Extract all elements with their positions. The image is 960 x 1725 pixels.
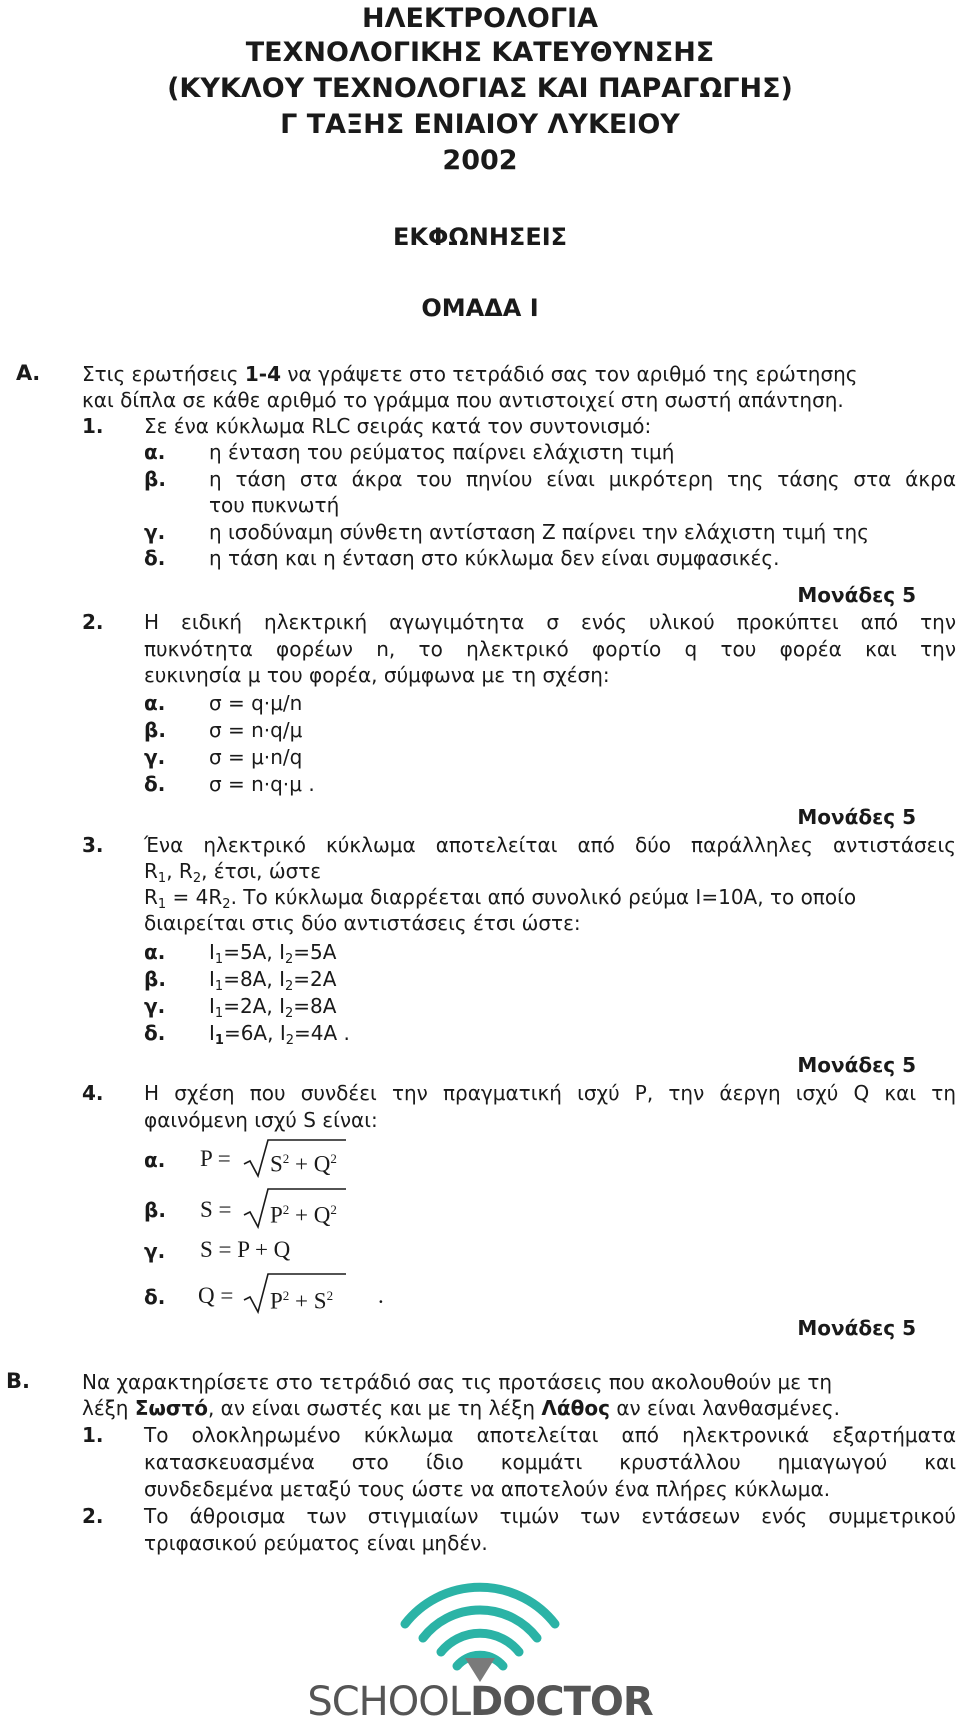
section-a-letter: Α. xyxy=(16,361,41,385)
q1-option-c-label: γ. xyxy=(144,520,166,544)
question-3-number: 3. xyxy=(82,833,104,857)
q4-option-d-label: δ. xyxy=(144,1285,166,1309)
title-line-2: ΤΕΧΝΟΛΟΓΙΚΗΣ ΚΑΤΕΥΘΥΝΣΗΣ xyxy=(245,37,715,68)
q1-option-b: η τάση στα άκρα του πηνίου είναι μικρότερη της τάσης στα άκρα xyxy=(209,467,956,491)
q1-option-d-label: δ. xyxy=(144,546,166,570)
q4-option-c: S = P + Q xyxy=(200,1237,291,1262)
statement-2-line-2: τριφασικού ρεύματος είναι μηδέν. xyxy=(144,1531,488,1555)
q2-option-d-label: δ. xyxy=(144,772,166,796)
q4-option-b-rad: $P^2 + Q^2$ xyxy=(270,1202,337,1228)
q1-option-d: η τάση και η ένταση στο κύκλωμα δεν είναι συμφασικές. xyxy=(209,546,780,570)
statement-1-line-1: Το ολοκληρωμένο κύκλωμα αποτελείται από ηλεκτρονικά εξαρτήματα xyxy=(144,1423,956,1447)
q4-option-d-lhs: Q = xyxy=(198,1283,234,1308)
q1-points: Μονάδες 5 xyxy=(797,583,916,607)
question-2-number: 2. xyxy=(82,610,104,634)
title-line-3: (ΚΥΚΛΟΥ ΤΕΧΝΟΛΟΓΙΑΣ ΚΑΙ ΠΑΡΑΓΩΓΗΣ) xyxy=(167,73,793,104)
q3-option-d: $I_1=6A$, $I_2=4A$ . xyxy=(209,1021,350,1048)
q3-option-a: $I_1=5A$, $I_2=5A$ xyxy=(209,940,337,967)
statement-1-line-2: κατασκευασμένα στο ίδιο κομμάτι κρυστάλλου ημιαγωγού και xyxy=(144,1450,956,1474)
q3-option-b: $I_1=8A$, $I_2=2A$ xyxy=(209,967,337,994)
q4-option-a-rad: $S^2 + Q^2$ xyxy=(270,1151,337,1177)
q2-option-c: σ = μ⋅n/q xyxy=(209,745,303,769)
statement-1-line-3: συνδεδεμένα μεταξύ τους ώστε να αποτελούν ένα πλήρες κύκλωμα. xyxy=(144,1477,831,1501)
q2-option-b-label: β. xyxy=(144,718,166,742)
q4-option-d-rad: $P^2 + S^2$ xyxy=(270,1288,334,1314)
question-1-number: 1. xyxy=(82,414,104,438)
q2-option-a: σ = q⋅μ/n xyxy=(209,691,303,715)
schooldoctor-logo-text: SCHOOLDOCTOR xyxy=(307,1679,653,1725)
q1-option-a-label: α. xyxy=(144,440,166,464)
q2-points: Μονάδες 5 xyxy=(797,805,916,829)
section-a-intro-line-2: και δίπλα σε κάθε αριθμό το γράμμα που αντιστοιχεί στη σωστή απάντηση. xyxy=(82,388,844,412)
schooldoctor-logo-icon xyxy=(395,1570,565,1682)
q3-option-c: $I_1=2A$, $I_2=8A$ xyxy=(209,994,337,1021)
subtitle: ΕΚΦΩΝΗΣΕΙΣ xyxy=(392,223,568,251)
question-2-line-1: Η ειδική ηλεκτρική αγωγιμότητα σ ενός υλικού προκύπτει από την xyxy=(144,610,956,634)
section-a-intro: Στις ερωτήσεις 1-4 να γράψετε στο τετράδιό σας τον αριθμό της ερώτησης xyxy=(82,362,858,386)
question-3-line-4: διαιρείται στις δύο αντιστάσεις έτσι ώστε: xyxy=(144,911,581,935)
title-year: 2002 xyxy=(442,145,518,176)
question-4-number: 4. xyxy=(82,1081,104,1105)
question-3-line-2: $R_1$, $R_2$, έτσι, ώστε xyxy=(144,859,322,886)
q4-option-c-label: γ. xyxy=(144,1239,166,1263)
q3-points: Μονάδες 5 xyxy=(797,1053,916,1077)
q3-option-c-label: γ. xyxy=(144,994,166,1018)
q3-option-d-label: δ. xyxy=(144,1021,166,1045)
q1-option-c: η ισοδύναμη σύνθετη αντίσταση Z παίρνει την ελάχιστη τιμή της xyxy=(209,520,869,544)
statement-2-line-1: Το άθροισμα των στιγμιαίων τιμών των εντάσεων ενός συμμετρικού xyxy=(144,1504,956,1528)
q1-option-b-line-2: του πυκνωτή xyxy=(209,493,340,517)
q1-option-a: η ένταση του ρεύματος παίρνει ελάχιστη τιμή xyxy=(209,440,675,464)
section-b-intro-line-2: λέξη Σωστό, αν είναι σωστές και με τη λέξη Λάθος αν είναι λανθασμένες. xyxy=(82,1396,840,1420)
q2-option-c-label: γ. xyxy=(144,745,166,769)
q4-option-b-label: β. xyxy=(144,1198,166,1222)
q3-option-a-label: α. xyxy=(144,940,166,964)
q4-option-a-lhs: P = xyxy=(200,1146,231,1171)
title-line-4: Γ ΤΑΞΗΣ ΕΝΙΑΙΟΥ ΛΥΚΕΙΟΥ xyxy=(280,109,680,140)
question-3-line-3: $R_1 = 4R_2$. Το κύκλωμα διαρρέεται από συνολικό ρεύμα Ι=10Α, το οποίο xyxy=(144,885,857,912)
q4-option-b-lhs: S = xyxy=(200,1197,232,1222)
question-2-line-2: πυκνότητα φορέων n, το ηλεκτρικό φορτίο q του φορέα και την xyxy=(144,637,956,661)
q2-option-d: σ = n⋅q⋅μ . xyxy=(209,772,315,796)
q4-option-a-label: α. xyxy=(144,1148,166,1172)
section-b-intro-line-1: Να χαρακτηρίσετε στο τετράδιό σας τις προτάσεις που ακολουθούν με τη xyxy=(82,1370,833,1394)
q2-option-a-label: α. xyxy=(144,691,166,715)
statement-2-number: 2. xyxy=(82,1504,104,1528)
statement-1-number: 1. xyxy=(82,1423,104,1447)
question-4-line-1: Η σχέση που συνδέει την πραγματική ισχύ P, την άεργη ισχύ Q και τη xyxy=(144,1081,956,1105)
section-b-letter: Β. xyxy=(6,1369,30,1393)
q4-points: Μονάδες 5 xyxy=(797,1316,916,1340)
q1-option-b-label: β. xyxy=(144,467,166,491)
question-1-text: Σε ένα κύκλωμα RLC σειράς κατά τον συντονισμό: xyxy=(144,414,652,438)
title-line-1: ΗΛΕΚΤΡΟΛΟΓΙΑ xyxy=(361,3,598,34)
group-heading: ΟΜΑΔΑ Ι xyxy=(421,294,539,322)
question-4-line-2: φαινόμενη ισχύ S είναι: xyxy=(144,1108,378,1132)
q3-option-b-label: β. xyxy=(144,967,166,991)
question-3-line-1: Ένα ηλεκτρικό κύκλωμα αποτελείται από δύο παράλληλες αντιστάσεις xyxy=(144,833,956,857)
question-2-line-3: ευκινησία μ του φορέα, σύμφωνα με τη σχέση: xyxy=(144,663,610,687)
q4-option-d-period: . xyxy=(378,1283,384,1308)
q2-option-b: σ = n⋅q/μ xyxy=(209,718,303,742)
